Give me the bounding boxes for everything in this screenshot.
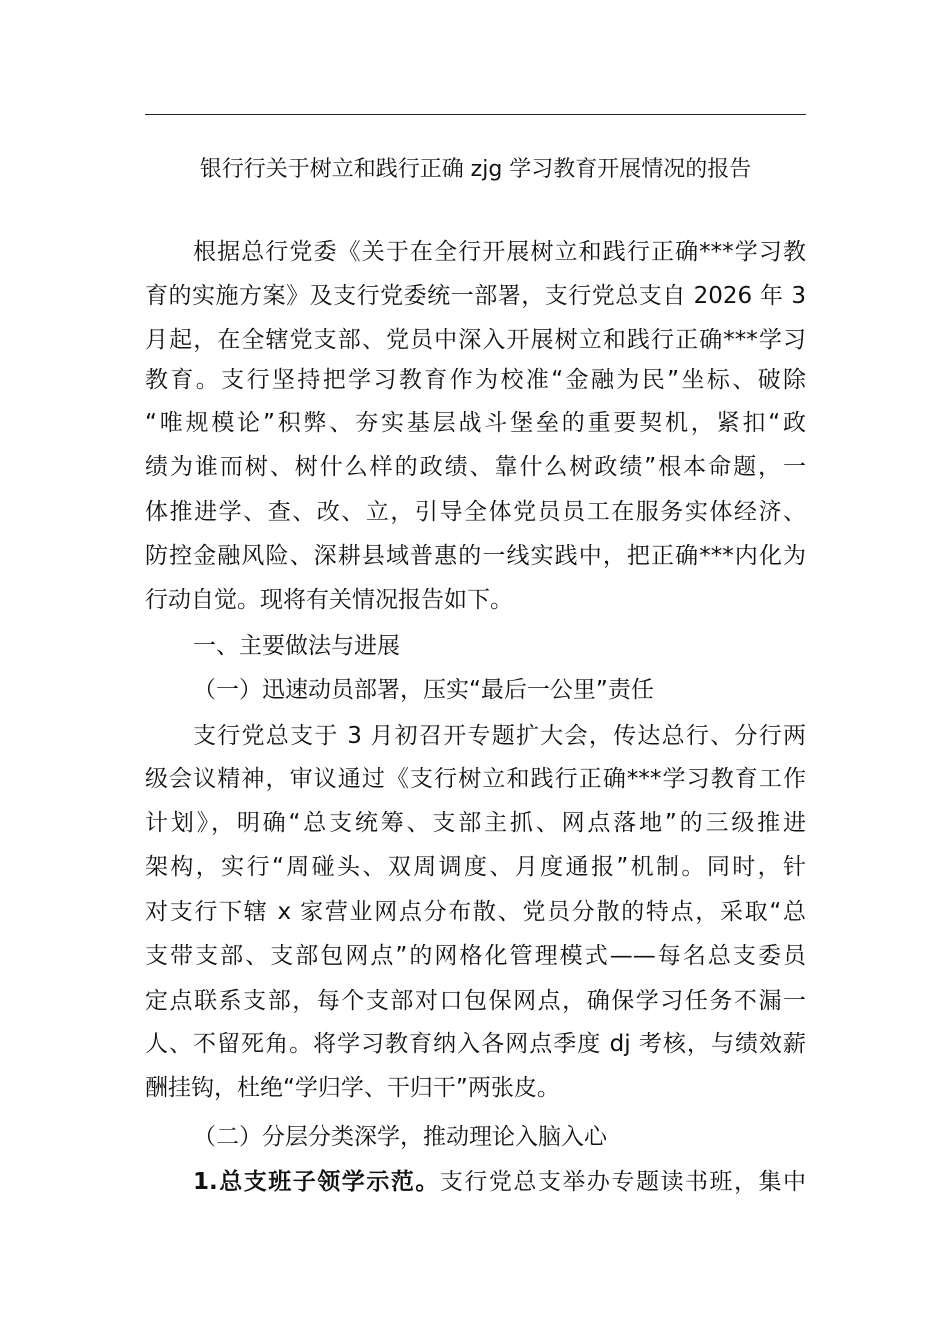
body-line: 对支行下辖 x 家营业网点分布散、党员分散的特点，采取“总 [145,899,806,925]
body-line: 育的实施方案》及支行党委统一部署，支行党总支自 2026 年 3 [145,283,806,309]
body-line: 级会议精神，审议通过《支行树立和践行正确***学习教育工作 [145,766,806,792]
paragraph-text: 支行党总支举办专题读书班，集中 [439,1169,807,1195]
document-title: 银行行关于树立和践行正确 zjg 学习教育开展情况的报告 [199,157,752,182]
body-line: 酬挂钩，杜绝“学归学、干归干”两张皮。 [145,1075,560,1101]
section-heading: 一、主要做法与进展 [193,633,400,659]
body-line: “唯规模论”积弊、夯实基层战斗堡垒的重要契机，紧扣“政 [145,410,806,436]
body-line-with-lead [193,1160,806,1204]
body-line: 定点联系支部，每个支部对口包保网点，确保学习任务不漏一 [145,988,806,1014]
body-line: 绩为谁而树、树什么样的政绩、靠什么树政绩”根本命题，一 [145,454,806,480]
body-line: 人、不留死角。将学习教育纳入各网点季度 dj 考核，与绩效薪 [145,1031,806,1057]
body-line: 教育。支行坚持把学习教育作为校准“金融为民”坐标、破除 [145,367,806,393]
body-line: 行动自觉。现将有关情况报告如下。 [145,587,513,613]
body-line: 支带支部、支部包网点”的网格化管理模式——每名总支委员 [145,943,806,969]
body-line: 月起，在全辖党支部、党员中深入开展树立和践行正确***学习 [145,327,806,353]
body-line: 支行党总支于 3 月初召开专题扩大会，传达总行、分行两 [193,723,806,749]
body-line: 防控金融风险、深耕县域普惠的一线实践中，把正确***内化为 [145,543,806,569]
body-line: 计划》，明确“总支统筹、支部主抓、网点落地”的三级推进 [145,810,806,836]
body-line: 架构，实行“周碰头、双周调度、月度通报”机制。同时，针 [145,854,806,880]
subsection-heading: （一）迅速动员部署，压实“最后一公里”责任 [193,677,654,703]
paragraph-lead: 1.总支班子领学示范。 [193,1169,440,1195]
subsection-heading: （二）分层分类深学，推动理论入脑入心 [193,1124,607,1150]
header-rule [145,114,806,115]
body-line: 体推进学、查、改、立，引导全体党员员工在服务实体经济、 [145,499,806,525]
body-line: 根据总行党委《关于在全行开展树立和践行正确***学习教 [193,239,806,265]
